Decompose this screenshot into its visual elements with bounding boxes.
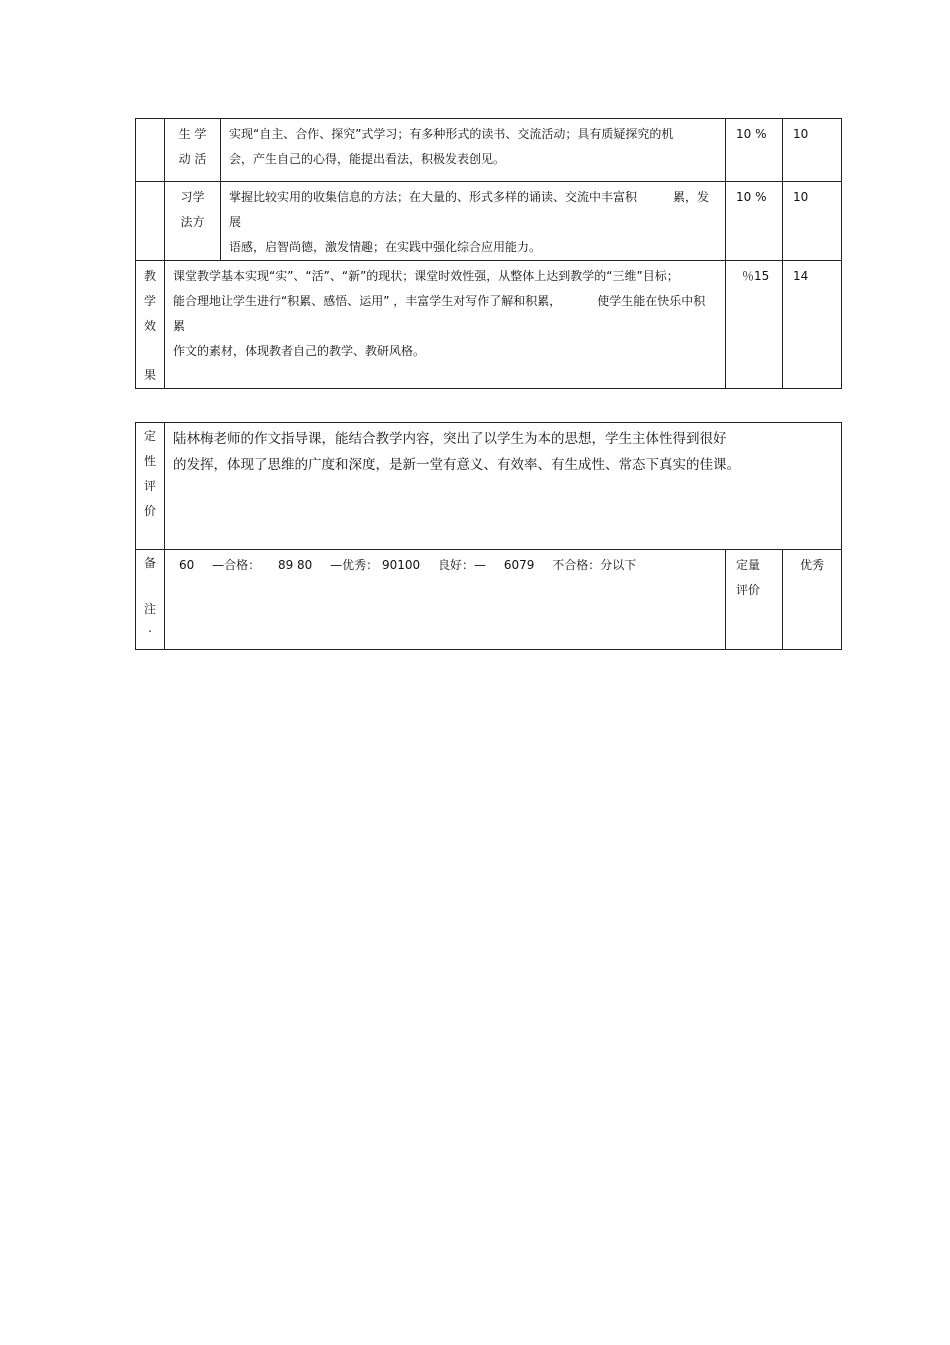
label-char: 价 — [143, 504, 156, 518]
qualitative-line: 陆林梅老师的作文指导课，能结合教学内容，突出了以学生为本的思想，学生主体性得到很好 — [173, 431, 727, 447]
criteria-text: 掌握比较实用的收集信息的方法；在大量的、形式多样的诵读、交流中丰富积 — [229, 190, 638, 204]
summary-table — [135, 422, 842, 650]
grading-scale-cell — [165, 550, 726, 650]
score-cell: 14 — [783, 261, 842, 389]
weight-cell: 10 % — [726, 119, 783, 182]
quant-label-cell — [726, 550, 783, 650]
weight-cell: 10 % — [726, 182, 783, 261]
criteria-line — [173, 289, 717, 339]
table-row — [136, 119, 842, 182]
subcategory-line: 习学 — [180, 190, 205, 204]
label-char: 注 — [143, 602, 156, 616]
weight-cell: ％15 — [726, 261, 783, 389]
criteria-line: 课堂教学基本实现“实”、“活”、“新”的现状；课堂时效性强，从整体上达到教学的“三维”目标； — [173, 269, 679, 283]
category-cell — [136, 261, 165, 389]
criteria-line: 语感，启智尚德，激发情趣；在实践中强化综合应用能力。 — [229, 240, 542, 254]
qualitative-text-cell — [165, 423, 842, 550]
quant-label-line: 评价 — [736, 583, 761, 597]
category-cell — [136, 119, 165, 182]
evaluation-table — [135, 118, 842, 389]
remarks-label-cell — [136, 550, 165, 650]
label-char: 备 — [143, 556, 156, 570]
table-row — [136, 423, 842, 550]
quant-label-line: 定量 — [736, 558, 761, 572]
subcategory-cell — [165, 182, 221, 261]
grade-threshold: 60 — [179, 558, 195, 572]
score-cell: 10 — [783, 182, 842, 261]
grade-label: 良好：— — [438, 558, 487, 572]
criteria-text: 累，发展 — [229, 190, 710, 229]
table-row — [136, 261, 842, 389]
criteria-line: 会，产生自己的心得，能提出看法，积极发表创见。 — [229, 152, 506, 166]
grade-label: —合格： — [212, 558, 261, 572]
grade-range: 6079 — [503, 558, 535, 572]
criteria-cell — [221, 182, 726, 261]
subcategory-line: 动 活 — [178, 152, 207, 166]
quant-value-cell: 优秀 — [783, 550, 842, 650]
category-char: 学 — [143, 294, 156, 308]
label-char: 性 — [143, 454, 156, 468]
category-char: 教 — [143, 269, 156, 283]
grade-range: 90100 — [381, 558, 421, 572]
score-cell: 10 — [783, 119, 842, 182]
criteria-cell — [221, 119, 726, 182]
label-char: 定 — [143, 429, 156, 443]
label-char: . — [148, 621, 152, 635]
criteria-text: 能合理地让学生进行“积累、感悟、运用” ，丰富学生对写作了解和积累， — [173, 294, 562, 308]
criteria-line: 实现“自主、合作、探究”式学习；有多种形式的读书、交流活动；具有质疑探究的机 — [229, 127, 674, 141]
qualitative-line: 的发挥，体现了思维的广度和深度，是新一堂有意义、有效率、有生成性、常态下真实的佳课。 — [173, 457, 740, 473]
criteria-line: 作文的素材，体现教者自己的教学、教研风格。 — [173, 344, 426, 358]
table-row — [136, 550, 842, 650]
grade-label: —优秀： — [330, 558, 379, 572]
criteria-cell — [165, 261, 726, 389]
subcategory-line: 生 学 — [178, 127, 207, 141]
subcategory-cell — [165, 119, 221, 182]
criteria-text: 使学生能在快乐中积累 — [173, 294, 706, 333]
label-char: 评 — [143, 479, 156, 493]
category-char: 果 — [143, 368, 156, 382]
grade-label: 不合格：分以下 — [552, 558, 637, 572]
subcategory-line: 法方 — [180, 215, 205, 229]
table-row — [136, 182, 842, 261]
category-cell — [136, 182, 165, 261]
criteria-line — [229, 185, 717, 235]
qualitative-label-cell — [136, 423, 165, 550]
grade-range: 89 80 — [277, 558, 313, 572]
category-char: 效 — [143, 319, 156, 333]
